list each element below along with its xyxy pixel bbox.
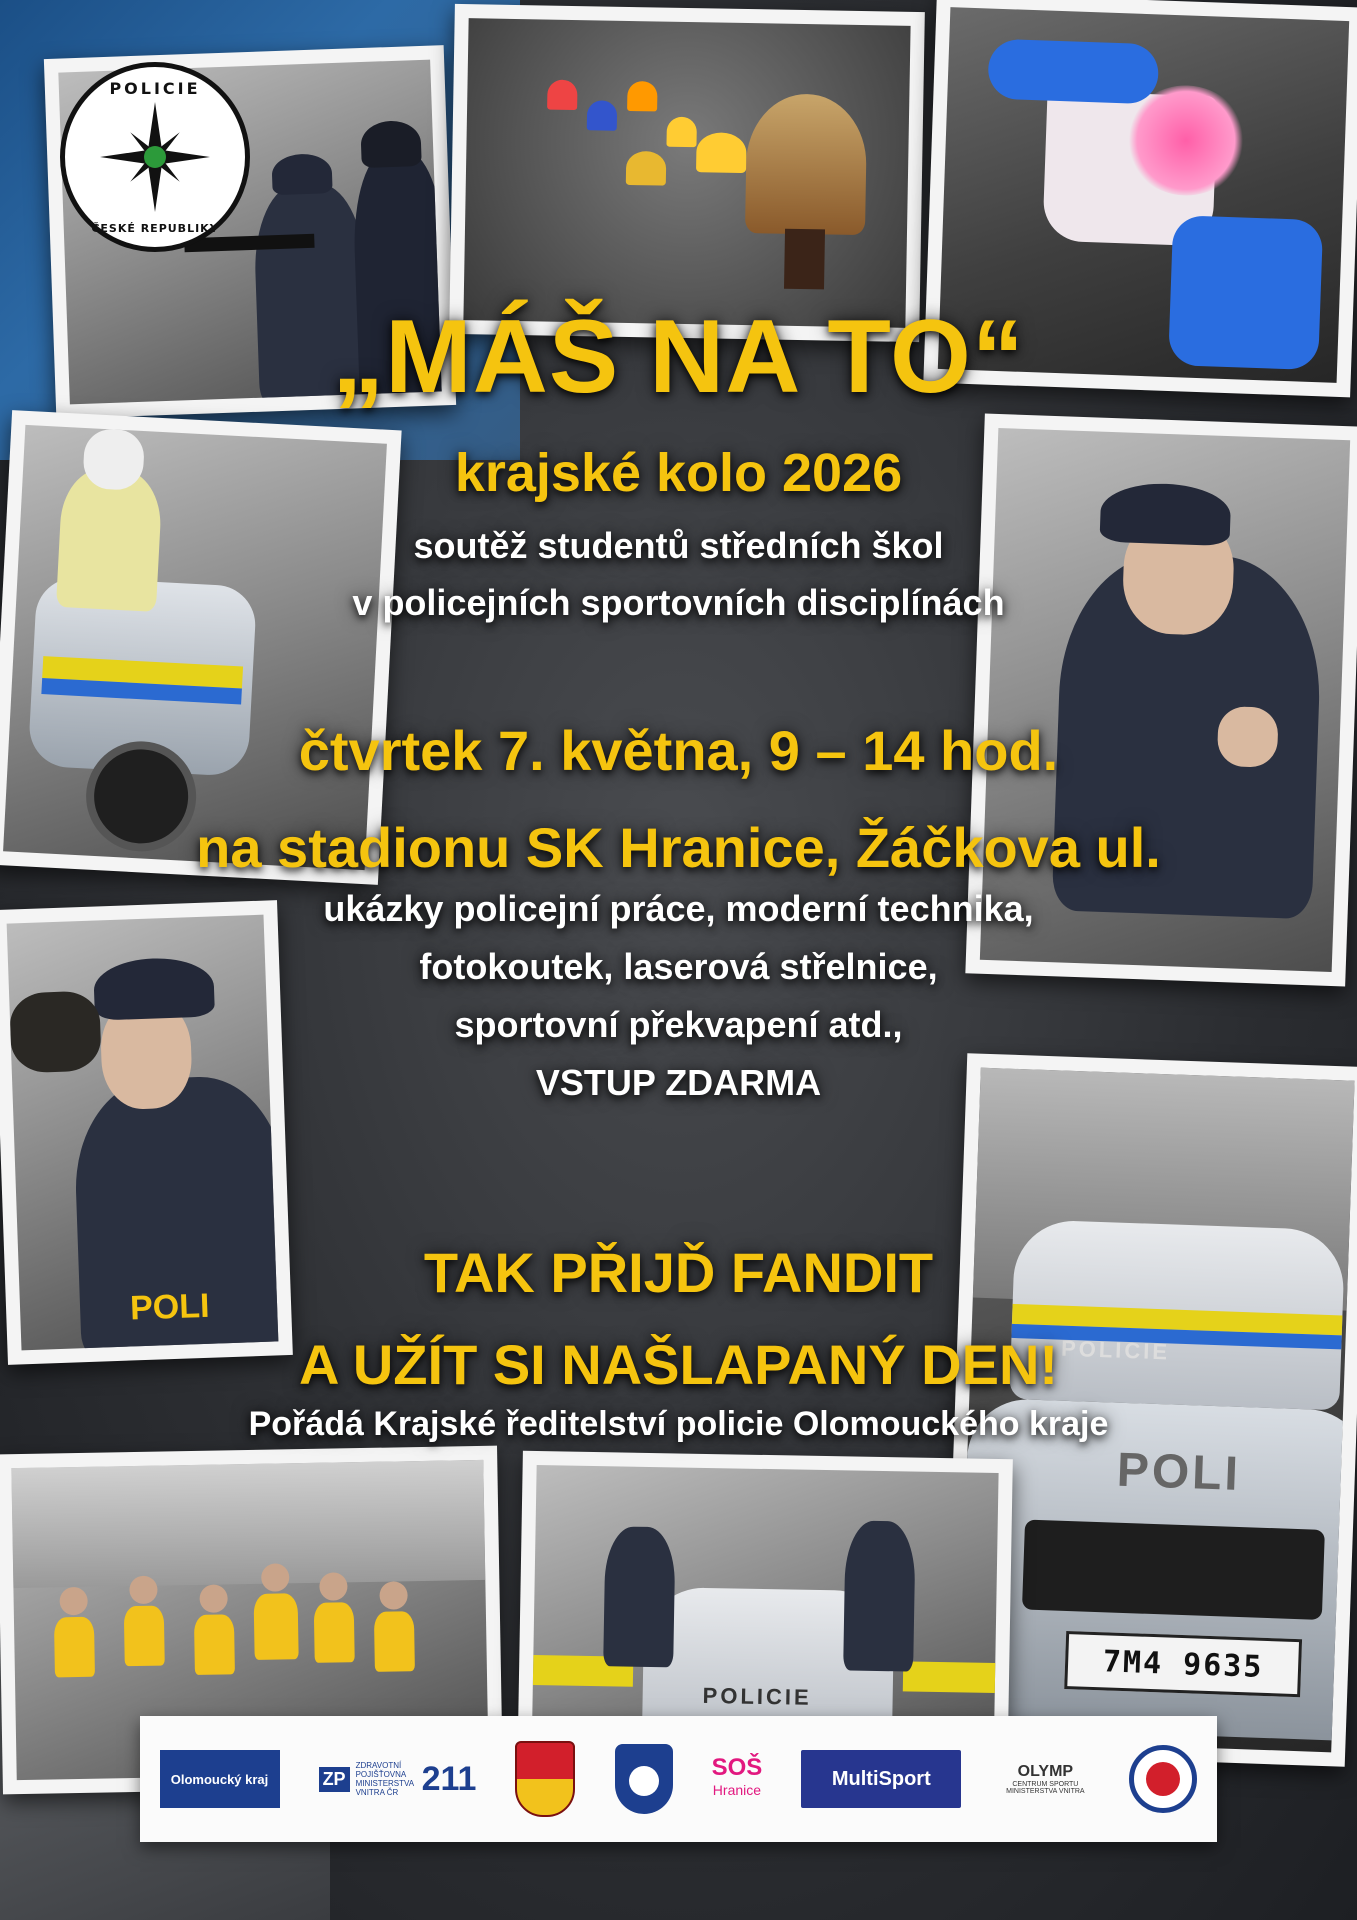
zp-mv-logo[interactable]: ZP ZDRAVOTNÍ POJIŠŤOVNA MINISTERSTVA VNITRA ČR 211 [319,1760,477,1799]
car-rear-label: POLI [1115,1443,1242,1501]
organizer-text: Pořádá Krajské ředitelství policie Olomouckého kraje [248,1405,1109,1443]
car-side-label: POLICIE [702,1682,812,1710]
photo-trophies [449,4,925,342]
event-venue: na stadionu SK Hranice, Žáčkova ul. [196,816,1161,879]
ipa-logo[interactable] [1129,1745,1197,1813]
event-date-time: čtvrtek 7. května, 9 – 14 hod. [298,719,1059,782]
free-entry-text: VSTUP ZDARMA [535,1062,822,1103]
event-title: „MÁŠ NA TO“ [332,299,1025,415]
badge-bottom-text: ČESKÉ REPUBLIKY [91,222,219,235]
police-badge-logo [60,62,250,252]
cta-line2: A UŽÍT SI NAŠLAPANÝ DEN! [298,1333,1059,1396]
badge-top-text: POLICIE [109,79,201,98]
olomoucky-kraj-logo[interactable]: Olomoucký kraj [160,1750,280,1808]
sos-hranice-logo[interactable]: SOŠ Hranice [711,1754,763,1798]
multisport-logo[interactable]: MultiSport [801,1750,961,1808]
sk-hranice-logo[interactable] [615,1744,673,1814]
hranice-crest-logo[interactable] [515,1741,575,1817]
program-line: fotokoutek, laserová střelnice, [419,946,938,987]
cta-line1: TAK PŘIJĎ FANDIT [423,1241,934,1304]
sponsor-bar [140,1716,1217,1842]
event-description-line2: v policejních sportovních disciplínách [352,582,1005,623]
program-line: ukázky policejní práce, moderní technika, [323,888,1034,929]
car-license-plate: 7M4 9635 [1064,1631,1302,1697]
car-label: POLICIE [1060,1335,1171,1365]
program-line: sportovní překvapení atd., [454,1004,903,1045]
event-description-line1: soutěž studentů středních škol [413,525,944,566]
olymp-logo[interactable]: OLYMP CENTRUM SPORTU MINISTERSTVA VNITRA [1006,1763,1085,1795]
event-subtitle: krajské kolo 2026 [454,443,903,503]
photo-officer-with-dog: POLI [0,900,293,1365]
